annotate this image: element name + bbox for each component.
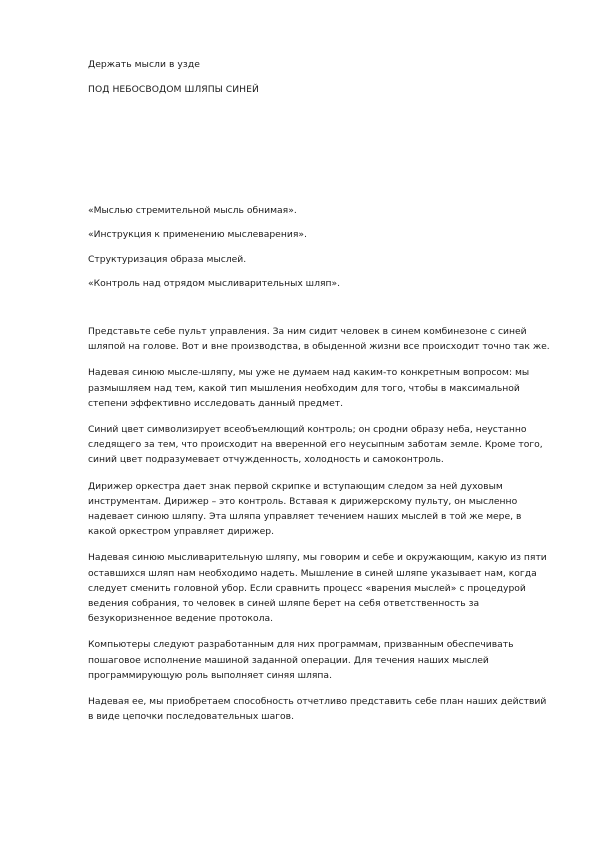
body-paragraph: Представьте себе пульт управления. За ним сидит человек в синем комбинезоне с синей шляпой на голове. Вот и вне производства, в обыденной жизни все происходит точно так же. bbox=[88, 326, 550, 353]
page-subtitle: ПОД НЕБОСВОДОМ ШЛЯПЫ СИНЕЙ bbox=[88, 84, 259, 95]
page-title: Держать мысли в узде bbox=[88, 59, 200, 70]
epigraph-line: «Контроль над отрядом мысливарительных шляп». bbox=[88, 278, 341, 290]
body-paragraph: Синий цвет символизирует всеобъемлющий контроль; он сродни образу неба, неустанно следящего за тем, что происходит на вверенной его неусыпным заботам земле. Кроме того, синий цвет подразумевает отчужденность, холодность и самоконтроль. bbox=[88, 424, 543, 466]
body-paragraph: Компьютеры следуют разработанным для них программам, призванным обеспечивать пошаговое исполнение машиной заданной операции. Для течения наших мыслей программирующую роль выполняет синяя шляпа. bbox=[88, 639, 514, 681]
epigraph-line: «Инструкция к применению мыслеварения». bbox=[88, 229, 307, 241]
body-paragraph: Дирижер оркестра дает знак первой скрипке и вступающим следом за ней духовым инструментам. Дирижер – это контроль. Вставая к дирижерскому пульту, он мысленно надевает синюю шляпу. Эта шляпа управляет течением наших мыслей в той же мере, в какой оркестром управляет дирижер. bbox=[88, 480, 522, 538]
body-paragraph: Надевая синюю мысливарительную шляпу, мы говорим и себе и окружающим, какую из пяти оставшихся шляп нам необходимо надеть. Мышление в синей шляпе указывает нам, когда следует сменить головной убор. Если сравнить процесс «варения мыслей» с процедурой ведения собрания, то человек в синей шляпе берет на себя ответственность за безукоризненное ведение протокола. bbox=[88, 552, 547, 625]
body-paragraph: Надевая синюю мысле-шляпу, мы уже не думаем над каким-то конкретным вопросом: мы размышляем над тем, какой тип мышления необходим для того, чтобы в максимальной степени эффективно исследовать данный предмет. bbox=[88, 367, 530, 409]
epigraph-list bbox=[88, 205, 528, 303]
body-text bbox=[88, 324, 550, 735]
epigraph-line: «Мыслью стремительной мысль обнимая». bbox=[88, 205, 297, 216]
body-paragraph: Надевая ее, мы приобретаем способность отчетливо представить себе план наших действий в виде цепочки последовательных шагов. bbox=[88, 696, 547, 723]
epigraph-line: Структуризация образа мыслей. bbox=[88, 253, 247, 265]
